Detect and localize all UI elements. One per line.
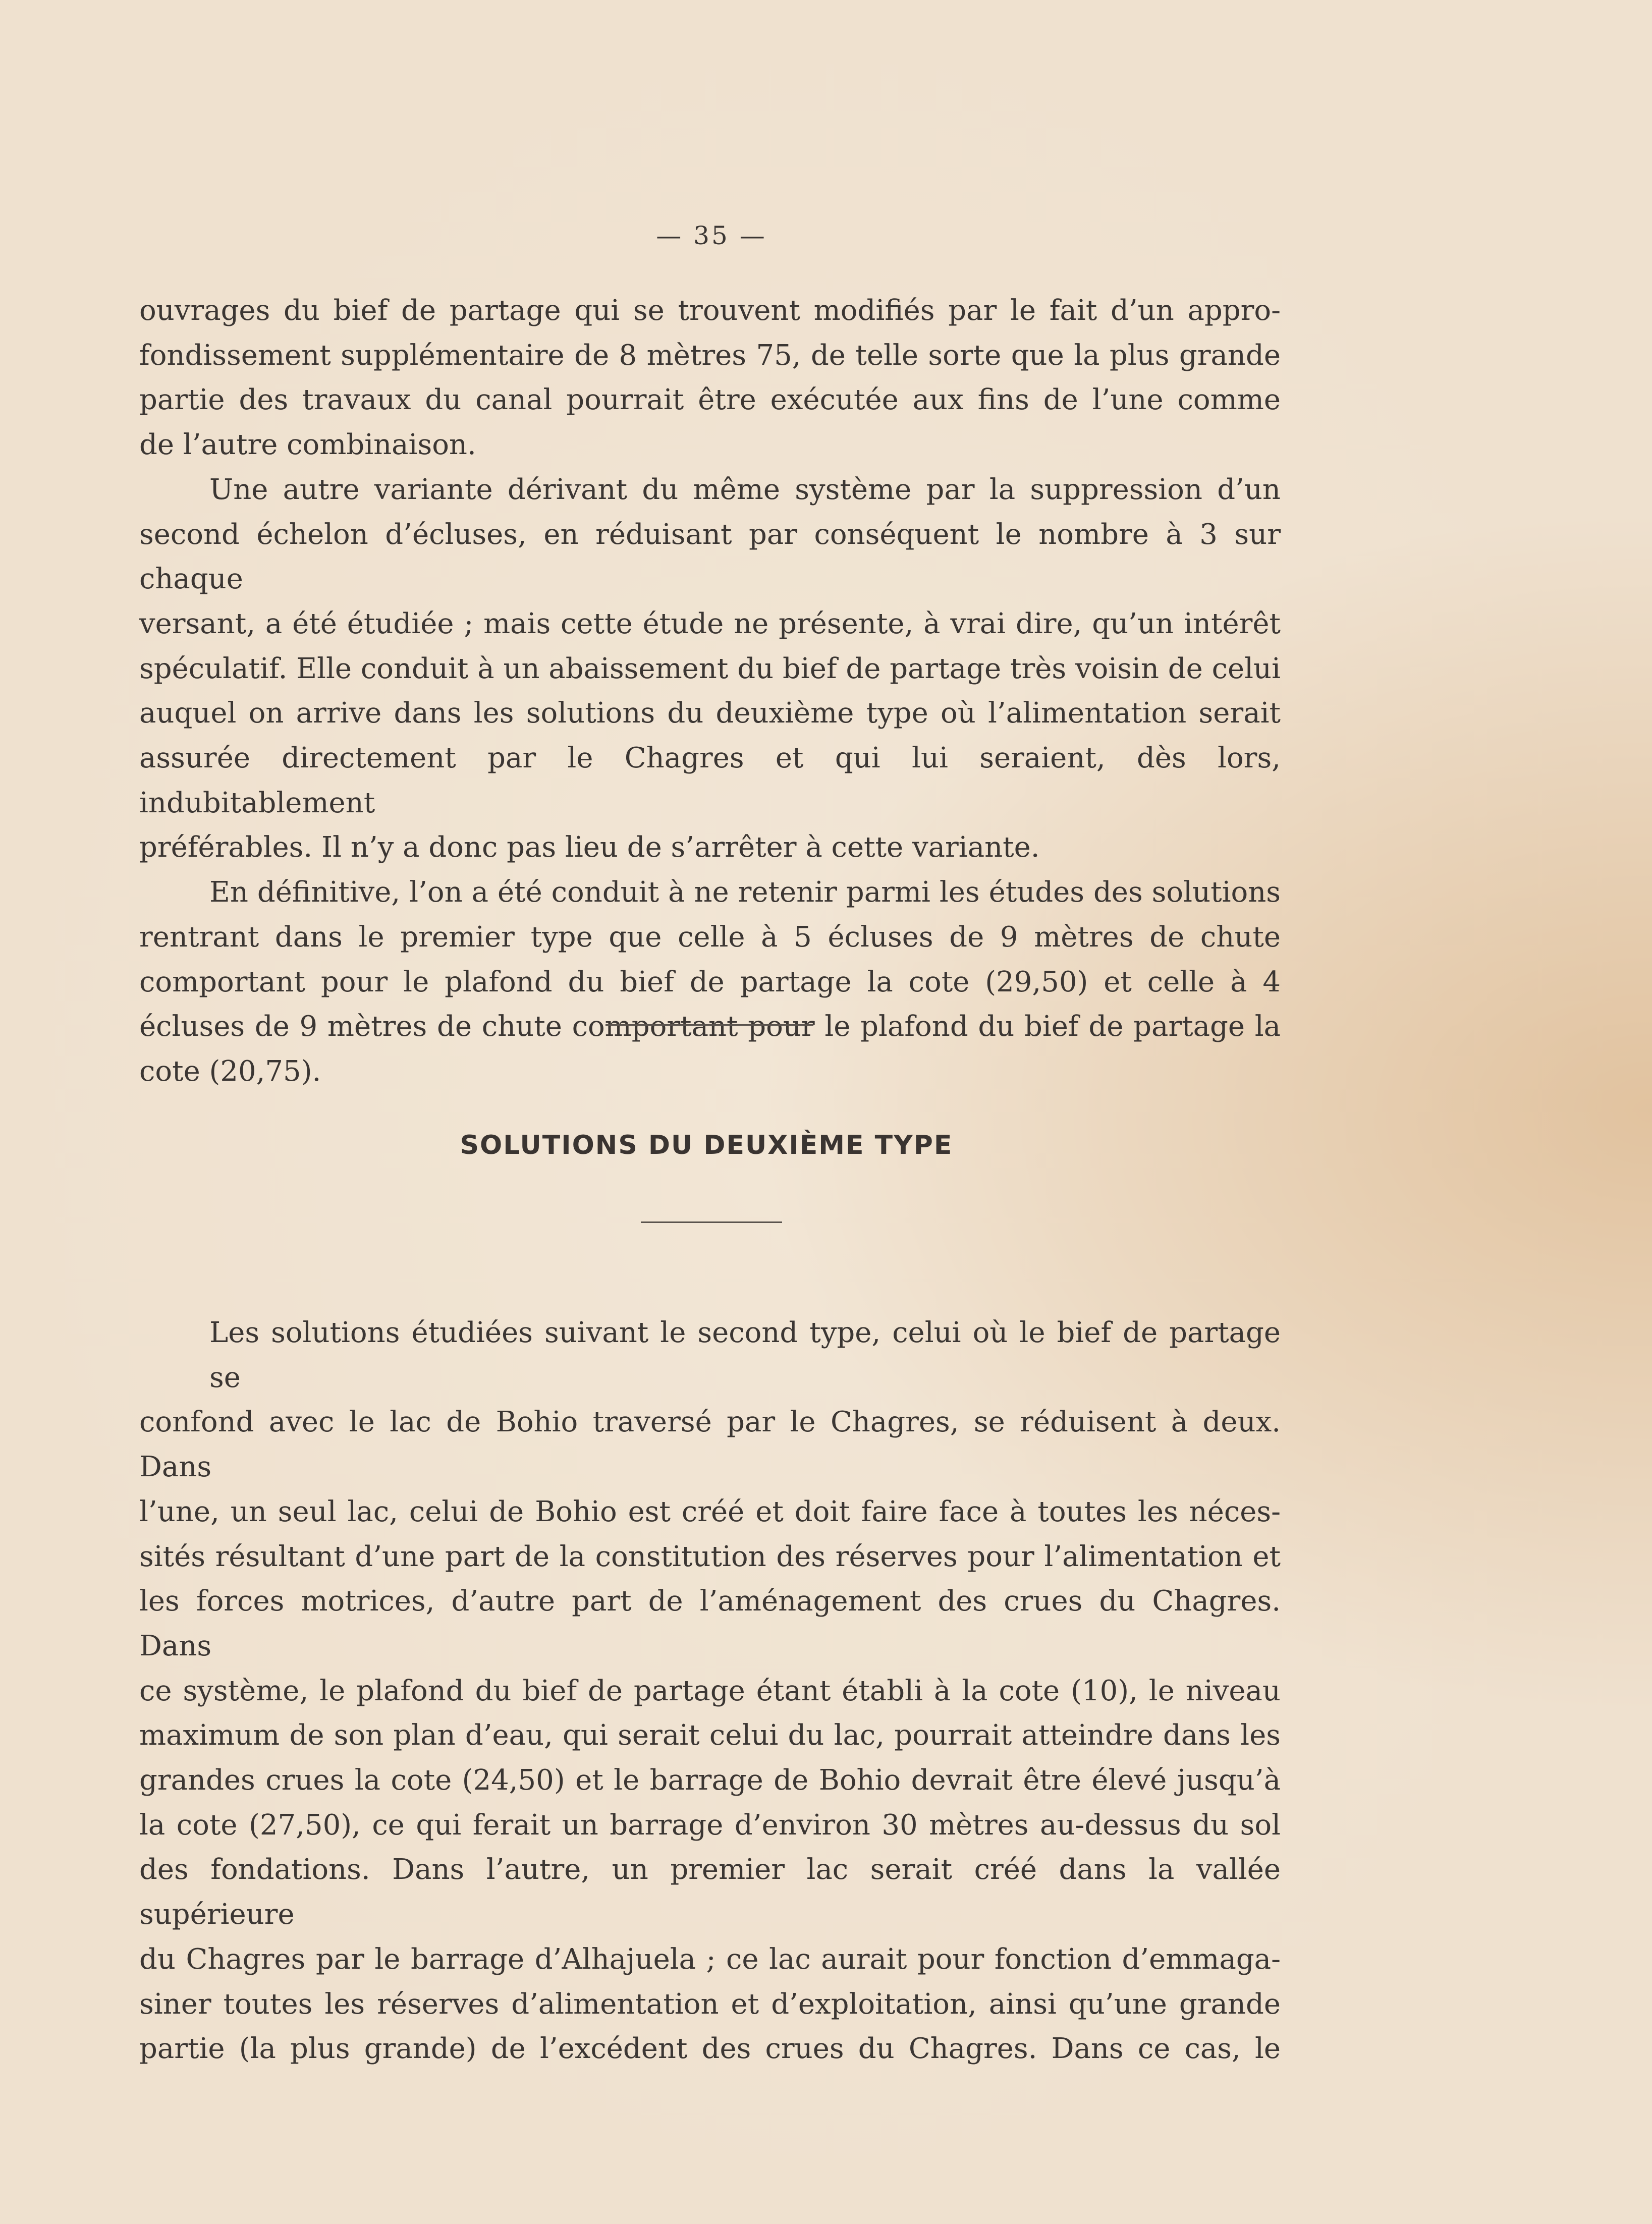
text-line: rentrant dans le premier type que celle à 5 écluses de 9 mètres de chute xyxy=(139,920,1281,954)
text-line: des fondations. Dans l’autre, un premier lac serait créé dans la vallée supérieure xyxy=(139,1853,1281,1931)
divider-rule xyxy=(641,1221,782,1223)
text-block-bottom xyxy=(139,1311,1281,2072)
text-line: confond avec le lac de Bohio traversé par le Chagres, se réduisent à deux. Dans xyxy=(139,1406,1281,1484)
text-line: préférables. Il n’y a donc pas lieu de s’arrêter à cette variante. xyxy=(139,831,1040,864)
text-line: sités résultant d’une part de la constitution des réserves pour l’alimentation et xyxy=(139,1540,1281,1573)
text-line: grandes crues la cote (24,50) et le barrage de Bohio devrait être élevé jusqu’à xyxy=(139,1764,1281,1797)
text-line: du Chagres par le barrage d’Alhajuela ; ce lac aurait pour fonction d’emmaga- xyxy=(139,1942,1281,1976)
text-line: assurée directement par le Chagres et qui lui seraient, dès lors, indubitablement xyxy=(139,742,1281,819)
text-line: les forces motrices, d’autre part de l’aménagement des crues du Chagres. Dans xyxy=(139,1585,1281,1662)
text-line: spéculatif. Elle conduit à un abaissement du bief de partage très voisin de celui xyxy=(139,652,1281,685)
paragraph-definitive xyxy=(139,870,1281,1094)
text-line: ouvrages du bief de partage qui se trouvent modifiés par le fait d’un appro- xyxy=(139,294,1281,327)
text-line: comportant pour le plafond du bief de partage la cote (29,50) et celle à 4 xyxy=(139,965,1281,998)
text-line: siner toutes les réserves d’alimentation et d’exploitation, ainsi qu’une grande xyxy=(139,1987,1281,2021)
text-line: second échelon d’écluses, en réduisant par conséquent le nombre à 3 sur chaque xyxy=(139,518,1281,596)
paragraph-variante xyxy=(139,468,1281,870)
text-line: l’une, un seul lac, celui de Bohio est créé et doit faire face à toutes les néces- xyxy=(139,1495,1281,1528)
text-line: partie des travaux du canal pourrait être exécutée aux fins de l’une comme xyxy=(139,383,1281,417)
page-number: — 35 — xyxy=(656,221,767,250)
text-line: de l’autre combinaison. xyxy=(139,428,476,462)
text-line: cote (20,75). xyxy=(139,1054,321,1088)
text-line: ce système, le plafond du bief de partage étant établi à la cote (10), le niveau xyxy=(139,1674,1281,1707)
text-line: maximum de son plan d’eau, qui serait celui du lac, pourrait atteindre dans les xyxy=(139,1719,1281,1752)
text-line: fondissement supplémentaire de 8 mètres 75, de telle sorte que la plus grande xyxy=(139,339,1281,372)
section-heading: SOLUTIONS DU DEUXIÈME TYPE xyxy=(460,1130,953,1160)
paragraph-continuation xyxy=(139,289,1281,468)
text-line: Les solutions étudiées suivant le second type, celui où le bief de partage se xyxy=(209,1316,1281,1394)
text-line: écluses de 9 mètres de chute comportant pour le plafond du bief de partage la xyxy=(139,1010,1281,1043)
text-block-top xyxy=(139,289,1281,1094)
text-line: versant, a été étudiée ; mais cette étude ne présente, à vrai dire, qu’un intérêt xyxy=(139,607,1281,640)
text-line: partie (la plus grande) de l’excédent des crues du Chagres. Dans ce cas, le xyxy=(139,2032,1281,2066)
text-line: En définitive, l’on a été conduit à ne retenir parmi les études des solutions xyxy=(209,876,1281,909)
text-line: Une autre variante dérivant du même système par la suppression d’un xyxy=(209,473,1281,506)
text-line: auquel on arrive dans les solutions du deuxième type où l’alimentation serait xyxy=(139,697,1281,730)
divider-rule xyxy=(605,1024,813,1026)
paragraph-second-type xyxy=(139,1311,1281,2072)
text-line: la cote (27,50), ce qui ferait un barrage d’environ 30 mètres au-dessus du sol xyxy=(139,1808,1281,1842)
